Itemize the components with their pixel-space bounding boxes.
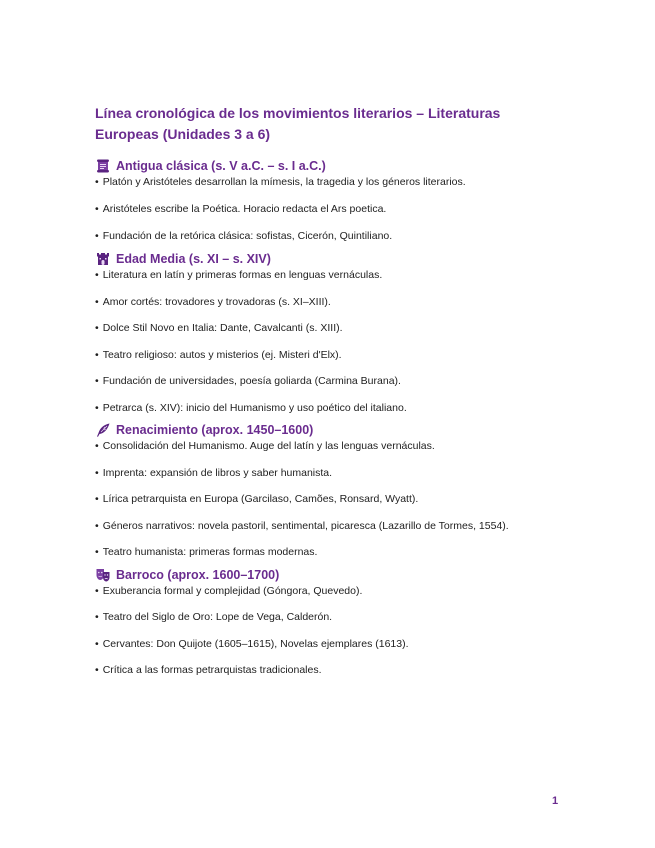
list-item: • Géneros narrativos: novela pastoril, sentimental, picaresca (Lazarillo de Tormes, 1554). bbox=[95, 519, 509, 532]
section-heading-label: Antigua clásica (s. V a.C. – s. I a.C.) bbox=[116, 159, 326, 173]
bullet-icon: • bbox=[95, 375, 99, 387]
section-heading-edad-media bbox=[95, 250, 565, 268]
list-item: • Teatro religioso: autos y misterios (ej. Misteri d'Elx). bbox=[95, 348, 342, 361]
section-heading-barroco bbox=[95, 566, 565, 584]
theater-masks-icon bbox=[95, 567, 111, 583]
list-item: • Teatro del Siglo de Oro: Lope de Vega, Calderón. bbox=[95, 611, 333, 623]
bullet-icon: • bbox=[95, 584, 99, 597]
list-item: • Exuberancia formal y complejidad (Góngora, Quevedo). bbox=[95, 584, 363, 597]
bullet-icon: • bbox=[95, 203, 99, 215]
section-list-barroco bbox=[95, 584, 565, 690]
bullet-icon: • bbox=[95, 295, 99, 308]
list-item: • Cervantes: Don Quijote (1605–1615), Novelas ejemplares (1613). bbox=[95, 637, 409, 650]
list-item: • Lírica petrarquista en Europa (Garcilaso, Camões, Ronsard, Wyatt). bbox=[95, 493, 419, 505]
section-list-edad-media bbox=[95, 268, 565, 427]
bullet-icon: • bbox=[95, 269, 99, 281]
list-item: • Platón y Aristóteles desarrollan la mímesis, la tragedia y los géneros literarios. bbox=[95, 176, 466, 188]
bullet-icon: • bbox=[95, 466, 99, 479]
bullet-icon: • bbox=[95, 493, 99, 505]
list-item: • Consolidación del Humanismo. Auge del latín y las lenguas vernáculas. bbox=[95, 440, 435, 452]
quill-icon bbox=[95, 422, 111, 438]
list-item: • Teatro humanista: primeras formas modernas. bbox=[95, 546, 318, 558]
bullet-icon: • bbox=[95, 348, 99, 361]
section-heading-label: Renacimiento (aprox. 1450–1600) bbox=[116, 423, 314, 437]
list-item: • Literatura en latín y primeras formas en lenguas vernáculas. bbox=[95, 269, 383, 281]
list-item: • Crítica a las formas petrarquistas tradicionales. bbox=[95, 664, 322, 676]
list-item: • Dolce Stil Novo en Italia: Dante, Cavalcanti (s. XIII). bbox=[95, 322, 343, 334]
section-heading-label: Edad Media (s. XI – s. XIV) bbox=[116, 252, 271, 266]
section-list-renacimiento bbox=[95, 439, 565, 572]
bullet-icon: • bbox=[95, 664, 99, 676]
bullet-icon: • bbox=[95, 546, 99, 558]
bullet-icon: • bbox=[95, 611, 99, 623]
section-heading-antigua bbox=[95, 157, 565, 175]
bullet-icon: • bbox=[95, 176, 99, 188]
bullet-icon: • bbox=[95, 637, 99, 650]
document-page bbox=[95, 103, 565, 690]
list-item: • Amor cortés: trovadores y trovadoras (s. XI–XIII). bbox=[95, 295, 331, 308]
list-item: • Petrarca (s. XIV): inicio del Humanismo y uso poético del italiano. bbox=[95, 401, 407, 414]
section-heading-renacimiento bbox=[95, 421, 565, 439]
bullet-icon: • bbox=[95, 230, 99, 242]
list-item: • Fundación de la retórica clásica: sofistas, Cicerón, Quintiliano. bbox=[95, 230, 393, 242]
section-list-antigua bbox=[95, 175, 565, 256]
section-heading-label: Barroco (aprox. 1600–1700) bbox=[116, 567, 280, 582]
document-title: Línea cronológica de los movimientos literarios – Literaturas Europeas (Unidades 3 a 6) bbox=[95, 105, 501, 142]
castle-icon bbox=[95, 251, 111, 267]
bullet-icon: • bbox=[95, 401, 99, 414]
list-item: • Aristóteles escribe la Poética. Horacio redacta el Ars poetica. bbox=[95, 203, 387, 215]
bullet-icon: • bbox=[95, 519, 99, 532]
bullet-icon: • bbox=[95, 440, 99, 452]
list-item: • Fundación de universidades, poesía goliarda (Carmina Burana). bbox=[95, 375, 401, 387]
scroll-icon bbox=[95, 158, 111, 174]
bullet-icon: • bbox=[95, 322, 99, 334]
page-number: 1 bbox=[552, 795, 559, 807]
list-item: • Imprenta: expansión de libros y saber humanista. bbox=[95, 466, 333, 479]
